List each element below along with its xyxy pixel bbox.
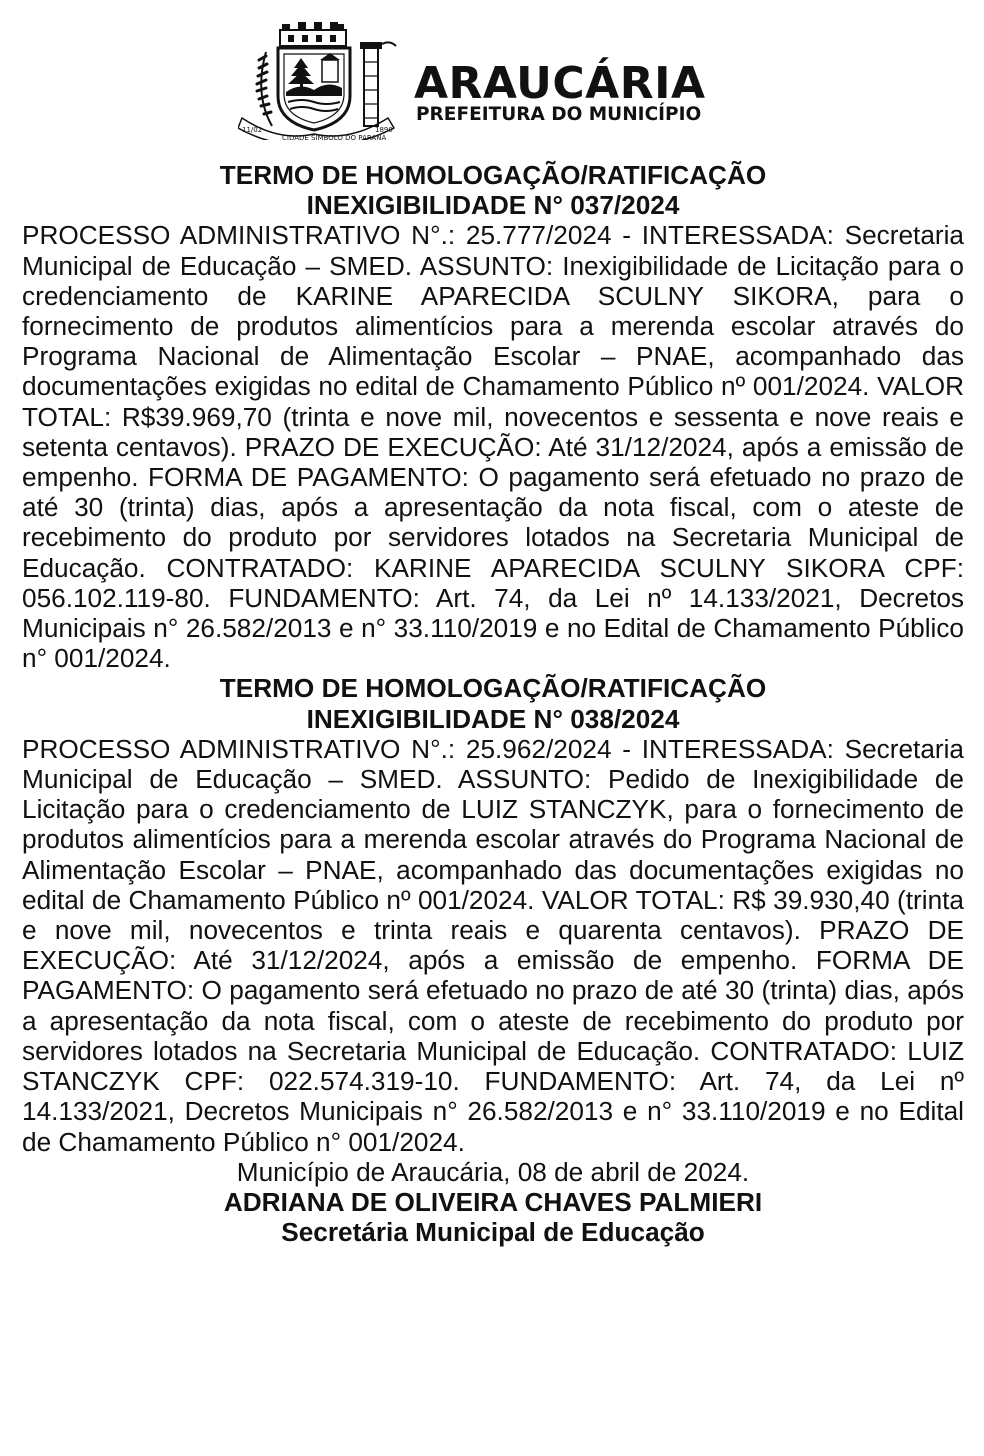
section-subtitle: INEXIGIBILIDADE N° 038/2024 [306, 703, 680, 734]
svg-text:CIDADE SÍMBOLO DO PARANÁ: CIDADE SÍMBOLO DO PARANÁ [282, 134, 387, 140]
section-body: PROCESSO ADMINISTRATIVO N°.: 25.962/2024 - INTERESSADA: Secretaria Municipal de Educação – SMED. ASSUNTO: Pedido de Inexigibilidade de Licitação para o credenciamento de LUIZ STANCZYK, para o fornecimento de produtos alimentícios para a merenda escolar através do Programa Nacional de Alimentação Escolar – PNAE, acompanhado das documentações exigidas no edital de Chamamento Público nº 001/2024. VALOR TOTAL: R$ 39.930,40 (trinta e nove mil, novecentos e trinta reais e quarenta centavos). PRAZO DE EXECUÇÃO: Até 31/12/2024, após a emissão de empenho. FORMA DE PAGAMENTO: O pagamento será efetuado no prazo de até 30 (trinta) dias, após a apresentação da nota fiscal, com o ateste de recebimento do produto por servidores lotados na Secretaria Municipal de Educação. CONTRATADO: LUIZ STANCZYK CPF: 022.574.319-10. FUNDAMENTO: Art. 74, da Lei nº 14.133/2021, Decretos Municipais n° 26.582/2013 e n° 33.110/2019 e no Edital de Chamamento Público n° 001/2024. [22, 733, 964, 1157]
section-body: PROCESSO ADMINISTRATIVO N°.: 25.777/2024 - INTERESSADA: Secretaria Municipal de Educação – SMED. ASSUNTO: Inexigibilidade de Licitação para o credenciamento de KARINE APARECIDA SCULNY SIKORA, para o fornecimento de produtos alimentícios para a merenda escolar através do Programa Nacional de Alimentação Escolar – PNAE, acompanhado das documentações exigidas no edital de Chamamento Público nº 001/2024. VALOR TOTAL: R$39.969,70 (trinta e nove mil, novecentos e sessenta e nove reais e setenta centavos). PRAZO DE EXECUÇÃO: Até 31/12/2024, após a emissão de empenho. FORMA DE PAGAMENTO: O pagamento será efetuado no prazo de até 30 (trinta) dias, após a apresentação da nota fiscal, com o ateste de recebimento do produto por servidores lotados na Secretaria Municipal de Educação. CONTRATADO: KARINE APARECIDA SCULNY SIKORA CPF: 056.102.119-80. FUNDAMENTO: Art. 74, da Lei nº 14.133/2021, Decretos Municipais n° 26.582/2013 e n° 33.110/2019 e no Edital de Chamamento Público n° 001/2024. [22, 220, 964, 674]
section-title: TERMO DE HOMOLOGAÇÃO/RATIFICAÇÃO [219, 160, 767, 190]
svg-text:1890: 1890 [375, 126, 393, 134]
brand-name: ARAUCÁRIA [414, 58, 706, 109]
document-content [22, 160, 964, 1247]
section-title: TERMO DE HOMOLOGAÇÃO/RATIFICAÇÃO [219, 673, 767, 704]
municipal-coat-of-arms-icon [238, 22, 403, 140]
place-date: Município de Araucária, 08 de abril de 2024. [236, 1156, 750, 1187]
svg-text:11/02: 11/02 [242, 126, 263, 134]
signatory-name: ADRIANA DE OLIVEIRA CHAVES PALMIERI [223, 1186, 763, 1217]
brand-block [414, 58, 764, 126]
section-subtitle: INEXIGIBILIDADE N° 037/2024 [306, 190, 680, 221]
letterhead [238, 22, 768, 142]
brand-subtitle: PREFEITURA DO MUNICÍPIO [416, 104, 702, 125]
signatory-role: Secretária Municipal de Educação [281, 1217, 705, 1248]
